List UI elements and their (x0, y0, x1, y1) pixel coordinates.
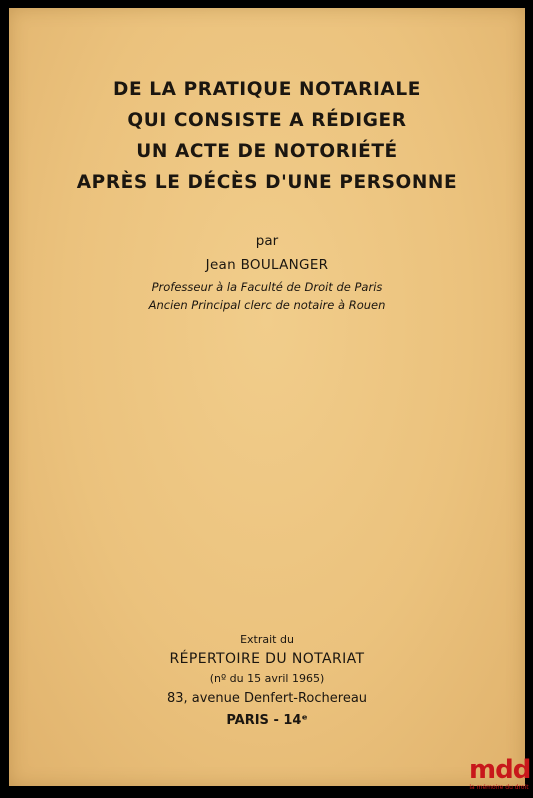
title-line-1: DE LA PRATIQUE NOTARIALE (113, 79, 421, 100)
issue-info: (nº du 15 avril 1965) (209, 672, 325, 685)
title-line-2: QUI CONSISTE A RÉDIGER (127, 110, 407, 131)
mdd-logo (469, 756, 529, 794)
extract-label: Extrait du (240, 633, 294, 646)
publisher-address: 83, avenue Denfert-Rochereau (166, 691, 368, 706)
logo-mark: mdd (469, 755, 531, 785)
publisher-block (9, 632, 525, 732)
author-affiliation-1: Professeur à la Faculté de Droit de Paris (151, 280, 383, 294)
publisher-city: PARIS - 14ᵉ (226, 713, 308, 728)
author-name: Jean BOULANGER (205, 257, 329, 273)
journal-name: RÉPERTOIRE DU NOTARIAT (169, 651, 365, 667)
title-line-3: UN ACTE DE NOTORIÉTÉ (136, 141, 398, 162)
logo-tagline: la mémoire du droit (469, 784, 529, 791)
title-line-4: APRÈS LE DÉCÈS D'UNE PERSONNE (76, 172, 458, 193)
book-cover (9, 8, 525, 786)
author-block (9, 230, 525, 314)
author-affiliation-2: Ancien Principal clerc de notaire à Rouen (148, 298, 386, 312)
book-title (9, 74, 525, 198)
by-label: par (255, 233, 279, 249)
